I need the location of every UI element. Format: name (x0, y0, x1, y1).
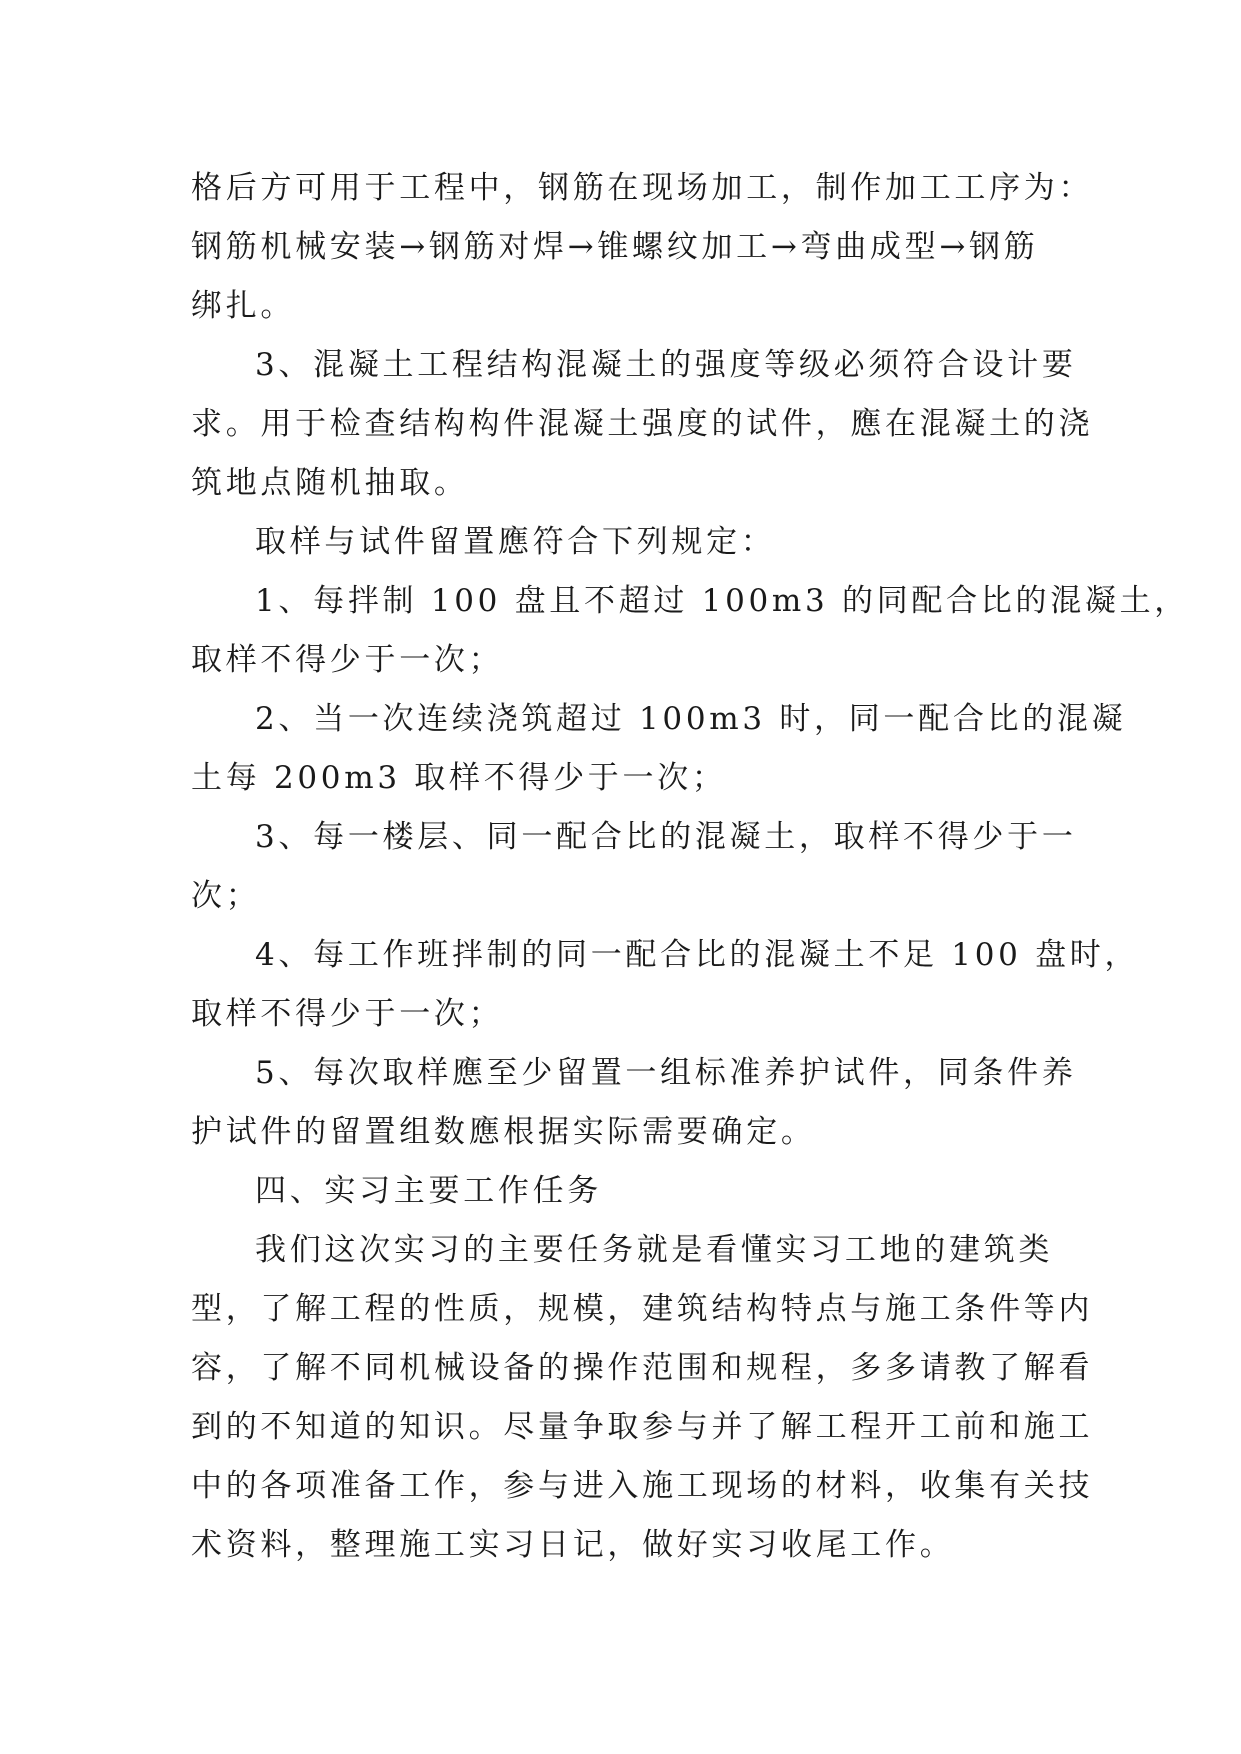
text-line: 术资料，整理施工实习日记，做好实习收尾工作。 (191, 1527, 955, 1563)
text-line: 格后方可用于工程中，钢筋在现场加工，制作加工工序为： (191, 170, 1094, 206)
text-line: 中的各项准备工作，参与进入施工现场的材料，收集有关技 (191, 1468, 1094, 1504)
text-line: 3、每一楼层、同一配合比的混凝土，取样不得少于一 (255, 819, 1077, 855)
text-line: 5、每次取样應至少留置一组标准养护试件，同条件养 (255, 1055, 1077, 1091)
text-line: 我们这次实习的主要任务就是看懂实习工地的建筑类 (255, 1232, 1054, 1268)
text-line: 取样不得少于一次； (191, 642, 504, 678)
text-line: 筑地点随机抽取。 (191, 465, 469, 501)
text-line: 次； (191, 878, 261, 914)
text-line: 求。用于检查结构构件混凝土强度的试件，應在混凝土的浇 (191, 406, 1094, 442)
text-line: 4、每工作班拌制的同一配合比的混凝土不足 100 盘时， (255, 937, 1140, 973)
text-line: 取样不得少于一次； (191, 996, 504, 1032)
text-line: 到的不知道的知识。尽量争取参与并了解工程开工前和施工 (191, 1409, 1094, 1445)
text-line: 钢筋机械安装→钢筋对焊→锥螺纹加工→弯曲成型→钢筋 (191, 229, 1039, 265)
text-line: 土每 200m3 取样不得少于一次； (191, 760, 727, 796)
section-heading: 四、实习主要工作任务 (255, 1173, 602, 1209)
text-line: 护试件的留置组数應根据实际需要确定。 (191, 1114, 816, 1150)
text-line: 2、当一次连续浇筑超过 100m3 时，同一配合比的混凝 (255, 701, 1127, 737)
text-line: 取样与试件留置應符合下列规定： (255, 524, 776, 560)
text-line: 1、每拌制 100 盘且不超过 100m3 的同配合比的混凝土， (255, 583, 1189, 619)
text-line: 容，了解不同机械设备的操作范围和规程，多多请教了解看 (191, 1350, 1094, 1386)
text-line: 型，了解工程的性质，规模，建筑结构特点与施工条件等内 (191, 1291, 1094, 1327)
text-line: 绑扎。 (191, 288, 296, 324)
text-line: 3、混凝土工程结构混凝土的强度等级必须符合设计要 (255, 347, 1077, 383)
